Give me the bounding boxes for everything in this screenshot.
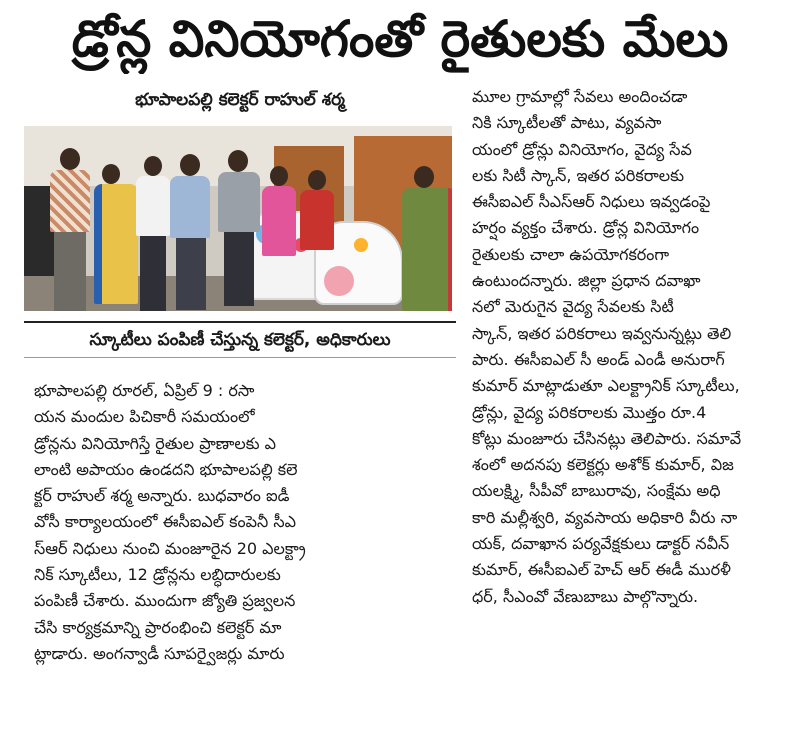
text-line: భూపాలపల్లి రూరల్, ఏప్రిల్ 9 : రసా	[34, 381, 255, 400]
text-line: నిక్ స్కూటీలు, 12 డ్రోన్లను లబ్ధిదారులకు	[34, 565, 281, 585]
article-body-left	[24, 378, 456, 667]
text-line: నలో మెరుగైన వైద్య సేవలకు సిటీ	[472, 297, 674, 317]
text-line: క్టర్ రాహుల్ శర్మ అన్నారు. బుధవారం ఐడీ	[34, 486, 290, 506]
photo-caption: స్కూటీలు పంపిణీ చేస్తున్న కలెక్టర్, అధికారులు	[24, 321, 456, 358]
text-line: ఈసీఐఎల్ సీఎస్ఆర్ నిధులు ఇవ్వడంపై	[472, 192, 711, 212]
headline: డ్రోన్ల వినియోగంతో రైతులకు మేలు	[71, 10, 729, 68]
text-line: హర్షం వ్యక్తం చేశారు. డ్రోన్ల వినియోగం	[472, 218, 700, 238]
text-line: కారి మల్లీశ్వరి, వ్యవసాయ అధికారి వీరు నా	[472, 507, 738, 527]
text-line: చేసి కార్యక్రమాన్ని ప్రారంభించి కలెక్టర్ మా	[34, 617, 282, 637]
text-line: కుమార్, ఈసీఐఎల్ హెచ్ ఆర్ ఈడీ మురళీ	[472, 560, 731, 580]
text-line: నికి స్కూటీలతో పాటు, వ్యవసా	[472, 113, 662, 133]
text-line: యన మందుల పిచికారీ సమయంలో	[34, 407, 255, 427]
text-line: స్కాన్, ఇతర పరికరాలు ఇవ్వనున్నట్లు తెలి	[472, 323, 732, 343]
byline: భూపాలపల్లి కలెక్టర్ రాహుల్ శర్మ	[135, 90, 345, 110]
text-line: డ్రోన్లను వినియోగిస్తే రైతుల ప్రాణాలకు ఎ	[34, 433, 277, 453]
text-line: యంలో డ్రోన్లు వినియోగం, వైద్య సేవ	[472, 139, 692, 159]
text-line: పంపిణీ చేశారు. ముందుగా జ్యోతి ప్రజ్వలన	[34, 591, 296, 611]
text-line: కుమార్ మాట్లాడుతూ ఎలక్ట్రానిక్ స్కూటీలు,	[472, 376, 740, 396]
text-line: లాంటి అపాయం ఉండదని భూపాలపల్లి కలె	[34, 459, 298, 479]
text-line: ట్లాడారు. అంగన్వాడీ సూపర్వైజర్లు మారు	[34, 643, 285, 663]
text-line: రైతులకు చాలా ఉపయోగకరంగా	[472, 244, 670, 264]
text-line: డ్రోన్లు, వైద్య పరికరాలకు మొత్తం రూ.4	[472, 402, 707, 422]
text-line: మూల గ్రామాల్లో సేవలు అందించడా	[472, 87, 688, 106]
garland-2	[354, 238, 368, 252]
article-body-right	[472, 82, 790, 610]
text-line: శంలో అదనపు కలెక్టర్లు అశోక్ కుమార్, విజ	[472, 455, 734, 475]
text-line: ధర్, సీఎంవో వేణుబాబు పాల్గొన్నారు.	[472, 586, 699, 606]
text-line: కోట్లు మంజూరు చేసినట్లు తెలిపారు. సమావే	[472, 428, 742, 448]
text-line: యలక్ష్మి, సీపీవో బాబురావు, సంక్షేమ అధి	[472, 481, 721, 501]
text-line: ఉంటుందన్నారు. జిల్లా ప్రధాన దవాఖా	[472, 271, 701, 291]
news-photo	[24, 126, 452, 311]
text-line: యక్, దవాఖాన పర్యవేక్షకులు డాక్టర్ నవీన్	[472, 534, 730, 554]
text-line: పారు. ఈసీఐఎల్ సీ అండ్ ఎండీ అనురాగ్	[472, 349, 725, 369]
balloon-pink	[324, 266, 354, 296]
text-line: వోసీ కార్యాలయంలో ఈసీఐఎల్ కంపెనీ సీఎ	[34, 512, 296, 532]
left-column	[24, 82, 456, 667]
text-line: లకు సిటీ స్కాన్, ఇతర పరికరాలకు	[472, 165, 684, 185]
text-line: స్ఆర్ నిధులు నుంచి మంజూరైన 20 ఎలక్ట్రా	[34, 538, 306, 558]
